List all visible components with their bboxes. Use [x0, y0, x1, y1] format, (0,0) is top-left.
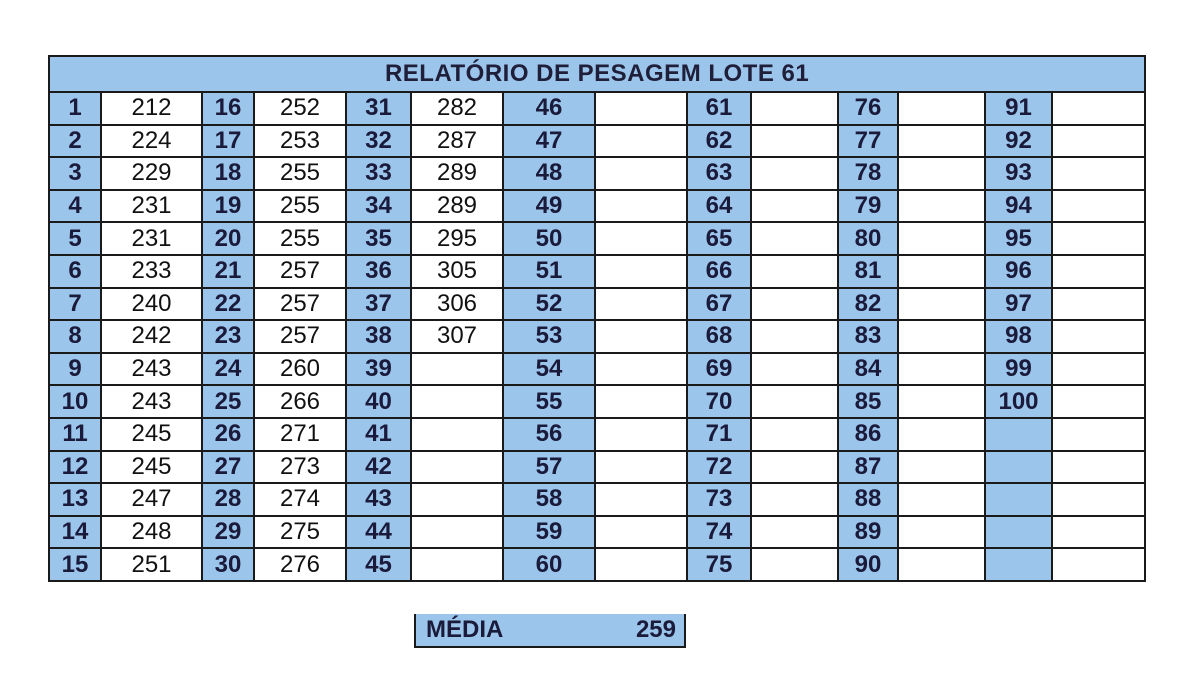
weight-value-cell: 242 [101, 320, 202, 353]
weight-value-cell: 257 [254, 255, 346, 288]
animal-number-cell: 42 [346, 451, 411, 484]
weight-value-cell [595, 190, 687, 223]
weight-value-cell [1052, 222, 1145, 255]
weight-value-cell: 275 [254, 516, 346, 549]
weight-value-cell [898, 548, 985, 581]
animal-number-cell: 33 [346, 157, 411, 190]
animal-number-cell: 78 [838, 157, 898, 190]
table-row [49, 222, 1145, 255]
animal-number-cell: 17 [202, 125, 254, 158]
weight-value-cell: 255 [254, 222, 346, 255]
weight-value-cell [1052, 353, 1145, 386]
weight-value-cell: 245 [101, 418, 202, 451]
animal-number-cell: 97 [985, 288, 1052, 321]
animal-number-cell: 63 [687, 157, 751, 190]
animal-number-cell: 59 [503, 516, 595, 549]
animal-number-cell: 3 [49, 157, 101, 190]
weight-value-cell: 274 [254, 483, 346, 516]
weight-value-cell: 212 [101, 92, 202, 125]
weight-value-cell [751, 157, 838, 190]
weight-value-cell: 266 [254, 385, 346, 418]
weight-value-cell [898, 385, 985, 418]
weight-value-cell [1052, 92, 1145, 125]
animal-number-cell: 45 [346, 548, 411, 581]
weight-value-cell [595, 125, 687, 158]
animal-number-cell: 11 [49, 418, 101, 451]
animal-number-cell: 31 [346, 92, 411, 125]
weight-value-cell [751, 222, 838, 255]
weight-value-cell [898, 222, 985, 255]
weight-value-cell: 233 [101, 255, 202, 288]
weight-value-cell [1052, 385, 1145, 418]
weight-value-cell: 287 [411, 125, 503, 158]
animal-number-cell: 83 [838, 320, 898, 353]
table-row [49, 157, 1145, 190]
weight-value-cell: 255 [254, 190, 346, 223]
weight-value-cell [898, 353, 985, 386]
weight-value-cell: 248 [101, 516, 202, 549]
animal-number-cell: 87 [838, 451, 898, 484]
animal-number-cell: 46 [503, 92, 595, 125]
weight-value-cell: 257 [254, 320, 346, 353]
animal-number-cell: 60 [503, 548, 595, 581]
weight-value-cell [898, 92, 985, 125]
animal-number-cell: 7 [49, 288, 101, 321]
weight-value-cell [595, 222, 687, 255]
animal-number-cell: 37 [346, 288, 411, 321]
weight-value-cell [411, 483, 503, 516]
animal-number-cell: 75 [687, 548, 751, 581]
weight-value-cell [595, 288, 687, 321]
animal-number-cell: 32 [346, 125, 411, 158]
animal-number-cell: 39 [346, 353, 411, 386]
weight-value-cell [595, 157, 687, 190]
animal-number-cell: 55 [503, 385, 595, 418]
animal-number-cell: 49 [503, 190, 595, 223]
weight-value-cell [898, 157, 985, 190]
animal-number-cell: 90 [838, 548, 898, 581]
weight-value-cell [595, 320, 687, 353]
weight-value-cell: 253 [254, 125, 346, 158]
weight-value-cell [898, 125, 985, 158]
animal-number-cell: 15 [49, 548, 101, 581]
weight-value-cell: 252 [254, 92, 346, 125]
animal-number-cell: 85 [838, 385, 898, 418]
animal-number-cell: 12 [49, 451, 101, 484]
animal-number-cell: 53 [503, 320, 595, 353]
animal-number-cell: 34 [346, 190, 411, 223]
weight-value-cell [898, 418, 985, 451]
report-body [49, 92, 1145, 581]
animal-number-cell: 91 [985, 92, 1052, 125]
weight-value-cell [411, 385, 503, 418]
weight-value-cell [751, 418, 838, 451]
table-row [49, 320, 1145, 353]
animal-number-cell: 10 [49, 385, 101, 418]
animal-number-cell: 68 [687, 320, 751, 353]
weight-value-cell: 243 [101, 385, 202, 418]
animal-number-cell: 26 [202, 418, 254, 451]
weight-value-cell: 229 [101, 157, 202, 190]
animal-number-cell: 88 [838, 483, 898, 516]
weight-value-cell [751, 255, 838, 288]
animal-number-cell: 93 [985, 157, 1052, 190]
table-row [49, 385, 1145, 418]
animal-number-cell: 18 [202, 157, 254, 190]
weight-value-cell [595, 451, 687, 484]
animal-number-cell [985, 418, 1052, 451]
weight-value-cell [898, 255, 985, 288]
weight-value-cell: 271 [254, 418, 346, 451]
weight-value-cell: 276 [254, 548, 346, 581]
animal-number-cell: 84 [838, 353, 898, 386]
table-row [49, 190, 1145, 223]
animal-number-cell: 92 [985, 125, 1052, 158]
animal-number-cell: 58 [503, 483, 595, 516]
animal-number-cell: 99 [985, 353, 1052, 386]
weight-value-cell: 231 [101, 190, 202, 223]
weight-value-cell: 305 [411, 255, 503, 288]
animal-number-cell: 24 [202, 353, 254, 386]
weight-value-cell [595, 385, 687, 418]
weight-value-cell: 295 [411, 222, 503, 255]
animal-number-cell: 95 [985, 222, 1052, 255]
weight-value-cell: 282 [411, 92, 503, 125]
report-title: RELATÓRIO DE PESAGEM LOTE 61 [49, 56, 1145, 92]
animal-number-cell: 69 [687, 353, 751, 386]
title-row [49, 56, 1145, 92]
weight-value-cell [1052, 418, 1145, 451]
animal-number-cell: 44 [346, 516, 411, 549]
animal-number-cell: 16 [202, 92, 254, 125]
animal-number-cell: 79 [838, 190, 898, 223]
animal-number-cell: 38 [346, 320, 411, 353]
average-value: 259 [635, 616, 676, 643]
animal-number-cell: 89 [838, 516, 898, 549]
weight-value-cell: 224 [101, 125, 202, 158]
weight-value-cell [751, 125, 838, 158]
weight-value-cell [595, 548, 687, 581]
animal-number-cell: 48 [503, 157, 595, 190]
weight-value-cell [411, 353, 503, 386]
animal-number-cell [985, 483, 1052, 516]
animal-number-cell: 52 [503, 288, 595, 321]
animal-number-cell: 25 [202, 385, 254, 418]
animal-number-cell: 98 [985, 320, 1052, 353]
animal-number-cell: 81 [838, 255, 898, 288]
animal-number-cell: 40 [346, 385, 411, 418]
weight-value-cell [595, 255, 687, 288]
animal-number-cell: 71 [687, 418, 751, 451]
animal-number-cell: 23 [202, 320, 254, 353]
weight-value-cell [751, 190, 838, 223]
average-box [414, 614, 686, 648]
animal-number-cell: 6 [49, 255, 101, 288]
table-row [49, 92, 1145, 125]
table-row [49, 548, 1145, 581]
animal-number-cell: 29 [202, 516, 254, 549]
animal-number-cell: 72 [687, 451, 751, 484]
weight-value-cell [751, 353, 838, 386]
animal-number-cell: 64 [687, 190, 751, 223]
animal-number-cell: 94 [985, 190, 1052, 223]
weight-value-cell [1052, 190, 1145, 223]
animal-number-cell [985, 516, 1052, 549]
weight-value-cell [898, 483, 985, 516]
animal-number-cell: 36 [346, 255, 411, 288]
weight-value-cell: 245 [101, 451, 202, 484]
animal-number-cell: 5 [49, 222, 101, 255]
animal-number-cell: 43 [346, 483, 411, 516]
table-row [49, 516, 1145, 549]
weight-value-cell: 251 [101, 548, 202, 581]
animal-number-cell: 57 [503, 451, 595, 484]
weight-value-cell [1052, 483, 1145, 516]
weight-value-cell [595, 92, 687, 125]
weight-value-cell [751, 516, 838, 549]
animal-number-cell: 47 [503, 125, 595, 158]
animal-number-cell: 66 [687, 255, 751, 288]
animal-number-cell: 35 [346, 222, 411, 255]
animal-number-cell: 86 [838, 418, 898, 451]
animal-number-cell: 80 [838, 222, 898, 255]
weight-value-cell: 289 [411, 190, 503, 223]
weight-value-cell: 231 [101, 222, 202, 255]
animal-number-cell: 73 [687, 483, 751, 516]
weight-value-cell [595, 418, 687, 451]
weight-value-cell [751, 483, 838, 516]
animal-number-cell: 21 [202, 255, 254, 288]
animal-number-cell: 50 [503, 222, 595, 255]
weight-value-cell [1052, 288, 1145, 321]
animal-number-cell: 4 [49, 190, 101, 223]
animal-number-cell: 61 [687, 92, 751, 125]
weight-value-cell [898, 288, 985, 321]
table-row [49, 353, 1145, 386]
animal-number-cell: 20 [202, 222, 254, 255]
weight-value-cell: 240 [101, 288, 202, 321]
weighing-report-table [48, 55, 1146, 582]
animal-number-cell: 65 [687, 222, 751, 255]
animal-number-cell: 51 [503, 255, 595, 288]
weight-value-cell: 289 [411, 157, 503, 190]
weight-value-cell: 247 [101, 483, 202, 516]
animal-number-cell: 82 [838, 288, 898, 321]
weight-value-cell [1052, 548, 1145, 581]
animal-number-cell: 41 [346, 418, 411, 451]
animal-number-cell: 2 [49, 125, 101, 158]
animal-number-cell [985, 451, 1052, 484]
animal-number-cell: 76 [838, 92, 898, 125]
weight-value-cell: 273 [254, 451, 346, 484]
table-row [49, 125, 1145, 158]
weight-value-cell [411, 451, 503, 484]
animal-number-cell: 54 [503, 353, 595, 386]
table-row [49, 288, 1145, 321]
table-row [49, 451, 1145, 484]
weight-value-cell [751, 288, 838, 321]
weight-value-cell [751, 320, 838, 353]
weight-value-cell [595, 483, 687, 516]
weight-value-cell: 306 [411, 288, 503, 321]
animal-number-cell [985, 548, 1052, 581]
weight-value-cell [1052, 320, 1145, 353]
animal-number-cell: 62 [687, 125, 751, 158]
weight-value-cell [1052, 125, 1145, 158]
average-label: MÉDIA [426, 616, 504, 643]
table-row [49, 418, 1145, 451]
weight-value-cell [898, 320, 985, 353]
animal-number-cell: 100 [985, 385, 1052, 418]
animal-number-cell: 27 [202, 451, 254, 484]
weight-value-cell [751, 92, 838, 125]
animal-number-cell: 28 [202, 483, 254, 516]
weight-value-cell [411, 516, 503, 549]
weight-value-cell [898, 190, 985, 223]
weight-value-cell [751, 548, 838, 581]
weighing-report-sheet [48, 55, 1144, 643]
animal-number-cell: 96 [985, 255, 1052, 288]
weight-value-cell: 243 [101, 353, 202, 386]
weight-value-cell [1052, 157, 1145, 190]
weight-value-cell [595, 516, 687, 549]
weight-value-cell: 307 [411, 320, 503, 353]
animal-number-cell: 19 [202, 190, 254, 223]
weight-value-cell: 257 [254, 288, 346, 321]
animal-number-cell: 74 [687, 516, 751, 549]
table-row [49, 255, 1145, 288]
weight-value-cell: 260 [254, 353, 346, 386]
animal-number-cell: 30 [202, 548, 254, 581]
weight-value-cell [595, 353, 687, 386]
weight-value-cell [411, 548, 503, 581]
weight-value-cell [1052, 255, 1145, 288]
animal-number-cell: 77 [838, 125, 898, 158]
animal-number-cell: 70 [687, 385, 751, 418]
animal-number-cell: 13 [49, 483, 101, 516]
animal-number-cell: 9 [49, 353, 101, 386]
animal-number-cell: 14 [49, 516, 101, 549]
weight-value-cell [898, 451, 985, 484]
animal-number-cell: 1 [49, 92, 101, 125]
weight-value-cell [411, 418, 503, 451]
weight-value-cell: 255 [254, 157, 346, 190]
weight-value-cell [751, 385, 838, 418]
weight-value-cell [751, 451, 838, 484]
animal-number-cell: 22 [202, 288, 254, 321]
animal-number-cell: 67 [687, 288, 751, 321]
animal-number-cell: 8 [49, 320, 101, 353]
animal-number-cell: 56 [503, 418, 595, 451]
weight-value-cell [898, 516, 985, 549]
weight-value-cell [1052, 451, 1145, 484]
table-row [49, 483, 1145, 516]
weight-value-cell [1052, 516, 1145, 549]
